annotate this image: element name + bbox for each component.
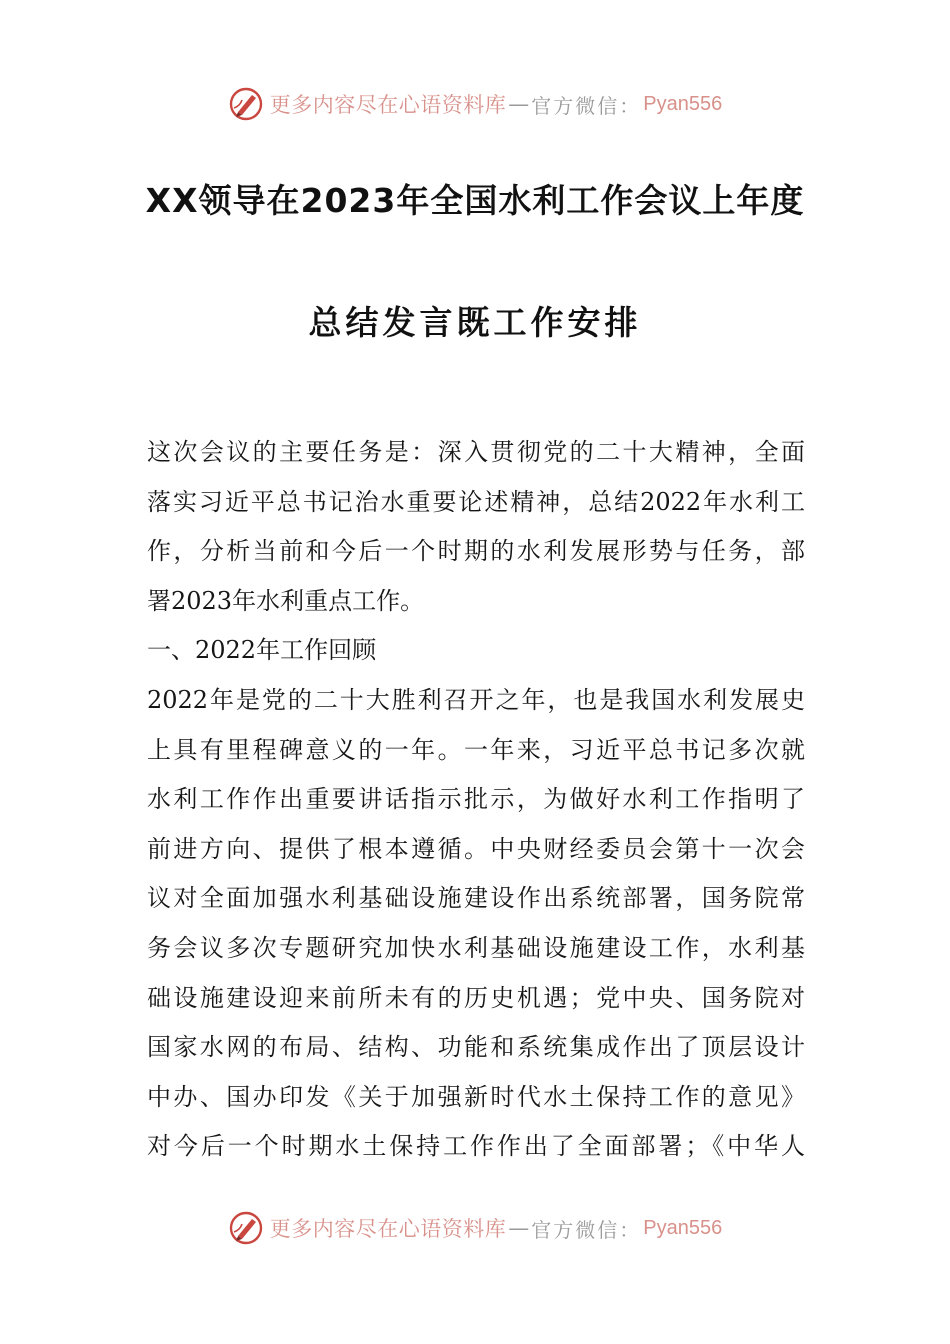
body-line: 作，分析当前和今后一个时期的水利发展形势与任务，部 — [147, 537, 805, 566]
banner-official-label: 官方微信： — [531, 1217, 642, 1242]
header-watermark-banner — [0, 84, 950, 124]
body-line: 2022年是党的二十大胜利召开之年，也是我国水利发展史 — [147, 685, 805, 714]
banner-dash: — — [508, 92, 530, 116]
banner-brand-text: 更多内容尽在心语资料库 — [269, 93, 507, 117]
banner-official-label: 官方微信： — [531, 93, 642, 118]
body-line: 础设施建设迎来前所未有的历史机遇；党中央、国务院对 — [147, 983, 805, 1012]
banner-dash: — — [508, 1216, 530, 1240]
body-line: 上具有里程碑意义的一年。一年来，习近平总书记多次就 — [147, 735, 805, 764]
body-line: 议对全面加强水利基础设施建设作出系统部署，国务院常 — [147, 884, 805, 913]
banner-wechat-id: Pyan556 — [643, 1216, 723, 1239]
body-line: 署2023年水利重点工作。 — [147, 586, 425, 615]
pen-logo-icon — [228, 86, 264, 122]
body-line: 落实习近平总书记治水重要论述精神，总结2022年水利工 — [147, 487, 805, 516]
document-title-line-1: XX领导在2023年全国水利工作会议上年度 — [145, 181, 805, 220]
body-line: 国家水网的布局、结构、功能和系统集成作出了顶层设计 — [147, 1033, 805, 1062]
body-line: 对今后一个时期水土保持工作作出了全面部署；《中华人 — [147, 1132, 805, 1161]
body-line: 务会议多次专题研究加快水利基础设施建设工作，水利基 — [147, 933, 805, 962]
banner-brand-text: 更多内容尽在心语资料库 — [269, 1217, 507, 1241]
section-heading: 一、2022年工作回顾 — [147, 636, 377, 665]
document-title-line-2: 总结发言既工作安排 — [308, 303, 642, 342]
banner-wechat-id: Pyan556 — [643, 92, 723, 115]
body-line: 中办、国办印发《关于加强新时代水土保持工作的意见》 — [147, 1082, 805, 1111]
pen-logo-icon — [228, 1210, 264, 1246]
document-body — [147, 428, 805, 1172]
body-line: 这次会议的主要任务是：深入贯彻党的二十大精神，全面 — [147, 438, 805, 466]
footer-watermark-banner — [0, 1208, 950, 1248]
body-line: 前进方向、提供了根本遵循。中央财经委员会第十一次会 — [147, 834, 805, 863]
body-line: 水利工作作出重要讲话指示批示，为做好水利工作指明了 — [147, 785, 805, 814]
